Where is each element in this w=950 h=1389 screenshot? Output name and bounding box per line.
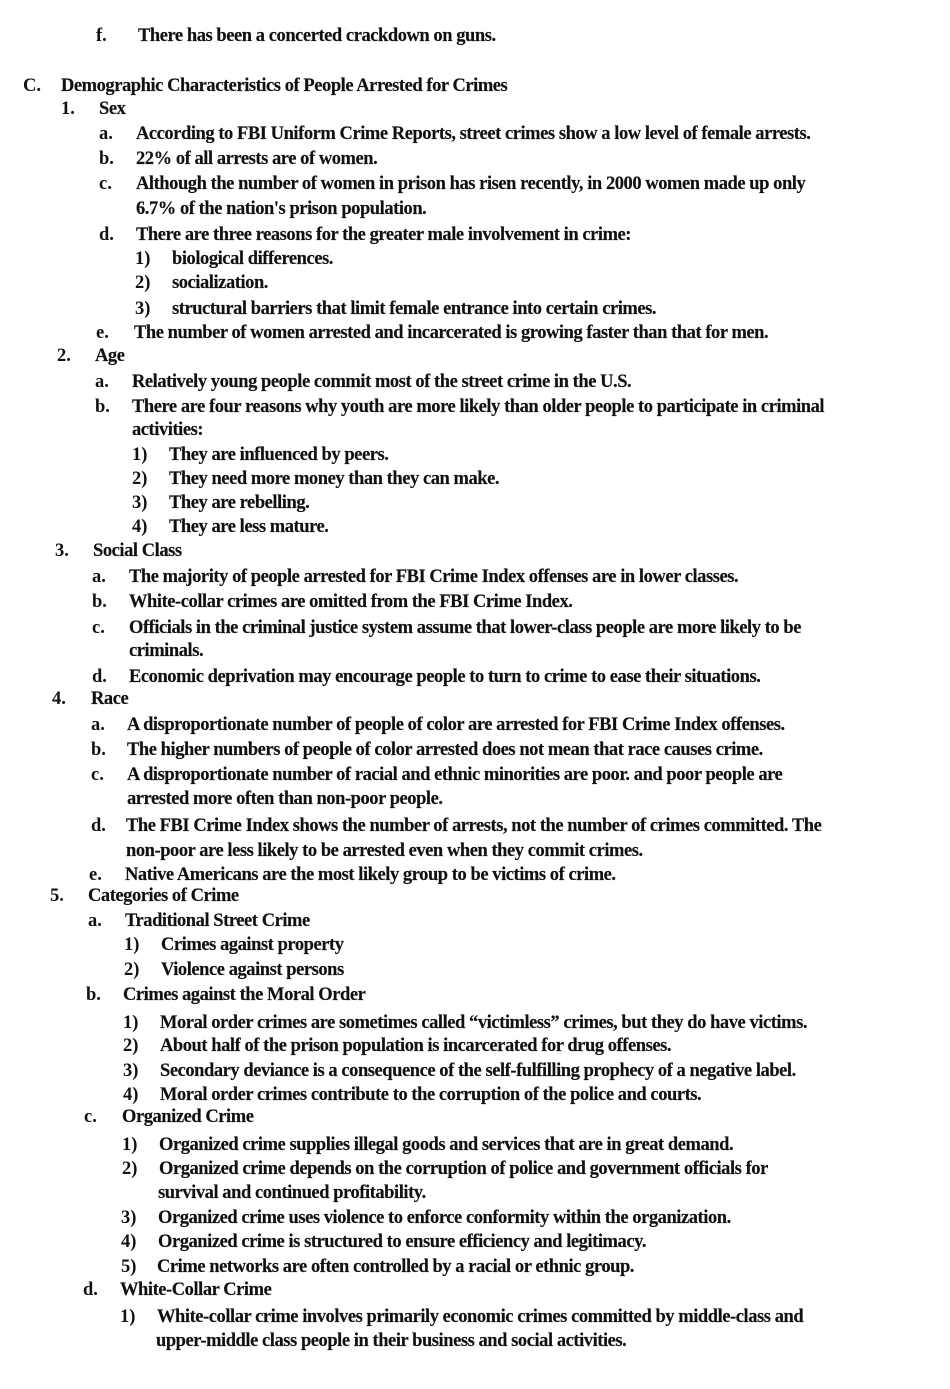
list-item-text: Economic deprivation may encourage people to turn to crime to ease their situations. [129,667,761,687]
list-item-title: Traditional Street Crime [125,911,310,931]
list-item-continuation: criminals. [129,641,204,661]
list-item-text: Secondary deviance is a consequence of the self-fulfilling prophecy of a negative label. [160,1061,796,1081]
subsection-marker: 3. [55,541,69,561]
list-item-text: Officials in the criminal justice system assume that lower-class people are more likely to be [129,618,801,638]
list-item-text: They need more money than they can make. [169,469,500,489]
list-marker: b. [95,397,110,417]
list-marker: c. [99,174,112,194]
list-marker: d. [99,225,114,245]
list-item-continuation: activities: [132,420,204,440]
list-marker: 3) [132,493,148,513]
list-item-text: Organized crime is structured to ensure efficiency and legitimacy. [158,1232,647,1252]
list-item-text: A disproportionate number of racial and ethnic minorities are poor. and poor people are [127,765,783,785]
list-item-text: They are rebelling. [169,493,310,513]
list-marker: 1) [132,445,148,465]
list-item-text: About half of the prison population is incarcerated for drug offenses. [160,1036,672,1056]
list-item-text: According to FBI Uniform Crime Reports, street crimes show a low level of female arrests. [136,124,811,144]
list-item-continuation: non-poor are less likely to be arrested even when they commit crimes. [126,841,643,861]
list-item-text: There are four reasons why youth are more likely than older people to participate in criminal [132,397,825,417]
list-item-title: Crimes against the Moral Order [123,985,366,1005]
list-item-continuation: arrested more often than non-poor people. [127,789,443,809]
list-marker: 4) [123,1085,139,1105]
list-marker: 2) [135,273,151,293]
list-marker: 3) [121,1208,137,1228]
list-marker: 4) [132,517,148,537]
list-marker: 5) [121,1257,137,1277]
list-marker: 1) [123,1013,139,1033]
list-marker: b. [99,149,114,169]
subsection-title: Social Class [93,541,182,561]
list-marker: e. [96,323,109,343]
list-item-text: There are three reasons for the greater male involvement in crime: [136,225,632,245]
list-item-text: Crime networks are often controlled by a racial or ethnic group. [157,1257,634,1277]
subsection-title: Race [91,689,129,709]
list-item-text: Organized crime uses violence to enforce conformity within the organization. [158,1208,731,1228]
list-marker: c. [92,618,105,638]
list-marker: 2) [132,469,148,489]
list-marker: 3) [135,299,151,319]
list-item-text: Organized crime depends on the corruption of police and government officials for [159,1159,768,1179]
list-item-text: Relatively young people commit most of the street crime in the U.S. [132,372,632,392]
list-item-continuation: 6.7% of the nation's prison population. [136,199,427,219]
list-item-text: There has been a concerted crackdown on guns. [138,26,496,46]
list-item-text: Although the number of women in prison has risen recently, in 2000 women made up only [136,174,806,194]
list-marker: 1) [122,1135,138,1155]
section-title: Demographic Characteristics of People Arrested for Crimes [61,76,508,96]
list-item-text: biological differences. [172,249,333,269]
list-item-text: They are less mature. [169,517,329,537]
subsection-title: Sex [99,99,126,119]
list-item-text: Moral order crimes are sometimes called “victimless” crimes, but they do have victims. [160,1013,808,1033]
list-item-text: A disproportionate number of people of color are arrested for FBI Crime Index offenses. [127,715,785,735]
list-marker: 2) [124,960,140,980]
list-item-continuation: survival and continued profitability. [158,1183,426,1203]
list-item-title: Organized Crime [122,1107,254,1127]
list-marker: 1) [135,249,151,269]
list-marker: d. [92,667,107,687]
list-item-text: The majority of people arrested for FBI Crime Index offenses are in lower classes. [129,567,739,587]
list-marker: c. [91,765,104,785]
list-marker: d. [91,816,106,836]
list-marker: 3) [123,1061,139,1081]
list-marker: d. [83,1280,98,1300]
list-marker: a. [92,567,106,587]
list-item-text: The higher numbers of people of color arrested does not mean that race causes crime. [127,740,763,760]
list-item-text: 22% of all arrests are of women. [136,149,378,169]
list-item-text: Native Americans are the most likely group to be victims of crime. [125,865,616,885]
list-item-text: socialization. [172,273,268,293]
list-marker: e. [89,865,102,885]
list-item-text: They are influenced by peers. [169,445,389,465]
list-item-text: structural barriers that limit female entrance into certain crimes. [172,299,657,319]
list-marker: 2) [123,1036,139,1056]
subsection-marker: 1. [61,99,75,119]
list-item-text: White-collar crimes are omitted from the FBI Crime Index. [129,592,573,612]
subsection-title: Age [95,346,125,366]
list-marker: 2) [122,1159,138,1179]
list-marker: a. [91,715,105,735]
list-item-text: White-collar crime involves primarily economic crimes committed by middle-class and [157,1307,804,1327]
list-marker: b. [91,740,106,760]
list-item-text: The FBI Crime Index shows the number of arrests, not the number of crimes committed. The [126,816,822,836]
list-item-title: White-Collar Crime [120,1280,272,1300]
list-marker: b. [92,592,107,612]
list-marker: 4) [121,1232,137,1252]
subsection-marker: 4. [52,689,66,709]
list-item-text: Moral order crimes contribute to the corruption of the police and courts. [160,1085,702,1105]
subsection-marker: 2. [57,346,71,366]
subsection-title: Categories of Crime [88,886,239,906]
list-marker: c. [84,1107,97,1127]
list-marker: f. [96,26,107,46]
list-item-text: Crimes against property [161,935,344,955]
list-marker: a. [95,372,109,392]
list-item-text: Organized crime supplies illegal goods and services that are in great demand. [159,1135,734,1155]
list-item-text: Violence against persons [161,960,344,980]
list-item-continuation: upper-middle class people in their business and social activities. [156,1331,627,1351]
list-item-text: The number of women arrested and incarcerated is growing faster than that for men. [134,323,769,343]
list-marker: a. [88,911,102,931]
list-marker: a. [99,124,113,144]
list-marker: 1) [120,1307,136,1327]
subsection-marker: 5. [50,886,64,906]
list-marker: 1) [124,935,140,955]
section-marker: C. [23,76,41,96]
list-marker: b. [86,985,101,1005]
